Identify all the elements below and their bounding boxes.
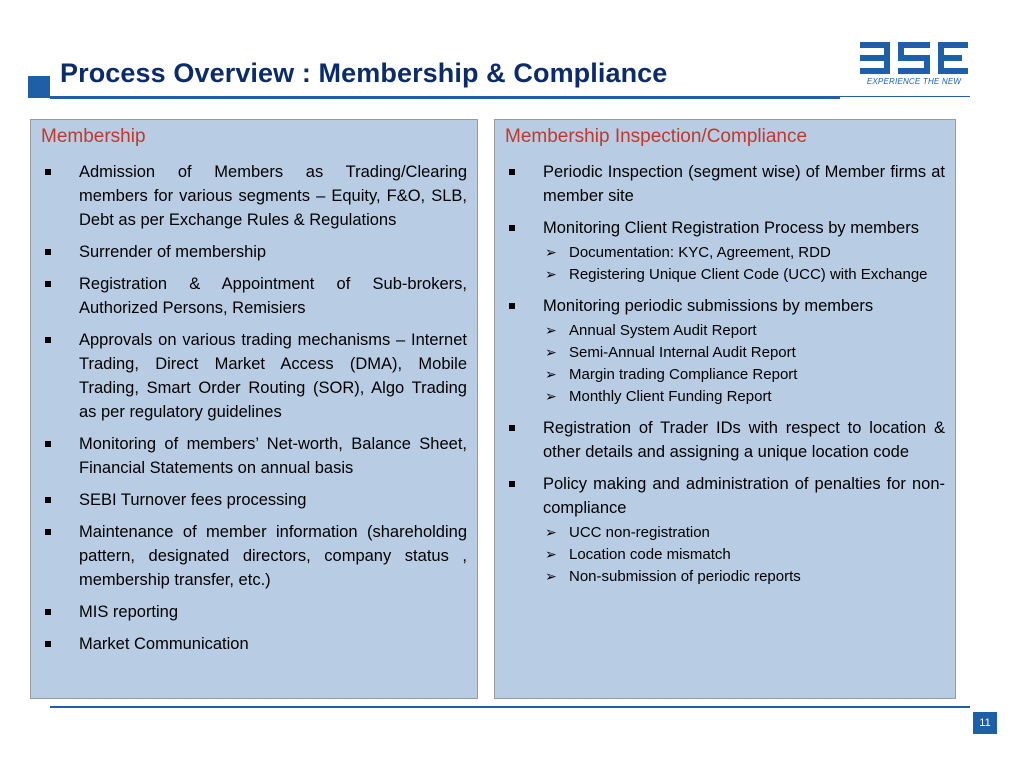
page-number: 11 [973,712,997,734]
list-item [505,294,945,408]
list-item [41,488,467,512]
footer-rule [50,706,970,708]
list-item-text: Admission of Members as Trading/Clearing members for various segments – Equity, F&O, SLB, Debt as per Exchange Rules & Regulations [79,163,467,229]
bse-logo-mark [858,40,970,78]
list-item-text: Monitoring Client Registration Process by members [543,219,919,237]
list-item [505,216,945,286]
list-item [41,432,467,480]
sub-list-item: ➢ Semi-Annual Internal Audit Report [543,342,945,364]
title-accent-square [28,76,50,98]
list-item [41,240,467,264]
sub-list [543,242,945,286]
list-item [41,328,467,424]
logo-tagline: EXPERIENCE THE NEW [866,77,962,86]
list-item-text: MIS reporting [79,603,179,621]
list-item-text: Registration of Trader IDs with respect to location & other details and assigning a unique location code [543,419,945,461]
list-item [41,632,467,656]
list-item-text: Maintenance of member information (shareholding pattern, designated directors, company status , membership transfer, etc.) [79,523,467,589]
list-item-text: Monitoring of members’ Net-worth, Balance Sheet, Financial Statements on annual basis [79,435,467,477]
sub-list-item: ➢ Location code mismatch [543,544,945,566]
slide-title: Process Overview : Membership & Compliance [60,58,668,88]
sub-list-item: ➢ Annual System Audit Report [543,320,945,342]
sub-list-item: ➢ Documentation: KYC, Agreement, RDD [543,242,945,264]
membership-heading: Membership [41,126,146,147]
list-item [505,160,945,208]
membership-panel [30,119,478,699]
bse-logo [858,40,970,90]
list-item [505,472,945,588]
sub-list-item: ➢ Monthly Client Funding Report [543,386,945,408]
title-underline [50,96,840,99]
sub-list [543,320,945,408]
compliance-list [505,160,945,596]
list-item-text: Monitoring periodic submissions by members [543,297,874,315]
sub-list-item: ➢ Non-submission of periodic reports [543,566,945,588]
sub-list [543,522,945,588]
sub-list-item: ➢ Margin trading Compliance Report [543,364,945,386]
list-item [41,272,467,320]
sub-list-item: ➢ Registering Unique Client Code (UCC) with Exchange [543,264,945,286]
list-item-text: Policy making and administration of penalties for non-compliance [543,475,945,517]
compliance-panel [494,119,956,699]
list-item [41,600,467,624]
list-item-text: Surrender of membership [79,243,267,261]
logo-underline [838,96,970,97]
membership-list [41,160,467,664]
compliance-heading: Membership Inspection/Compliance [505,126,808,147]
list-item [505,416,945,464]
list-item [41,520,467,592]
list-item [41,160,467,232]
list-item-text: Market Communication [79,635,249,653]
list-item-text: Approvals on various trading mechanisms – Internet Trading, Direct Market Access (DMA), Mobile Trading, Smart Order Routing (SOR), Algo Trading as per regulatory guidelines [79,331,467,421]
list-item-text: Registration & Appointment of Sub-brokers, Authorized Persons, Remisiers [79,275,467,317]
sub-list-item: ➢ UCC non-registration [543,522,945,544]
list-item-text: SEBI Turnover fees processing [79,491,307,509]
list-item-text: Periodic Inspection (segment wise) of Member firms at member site [543,163,945,205]
